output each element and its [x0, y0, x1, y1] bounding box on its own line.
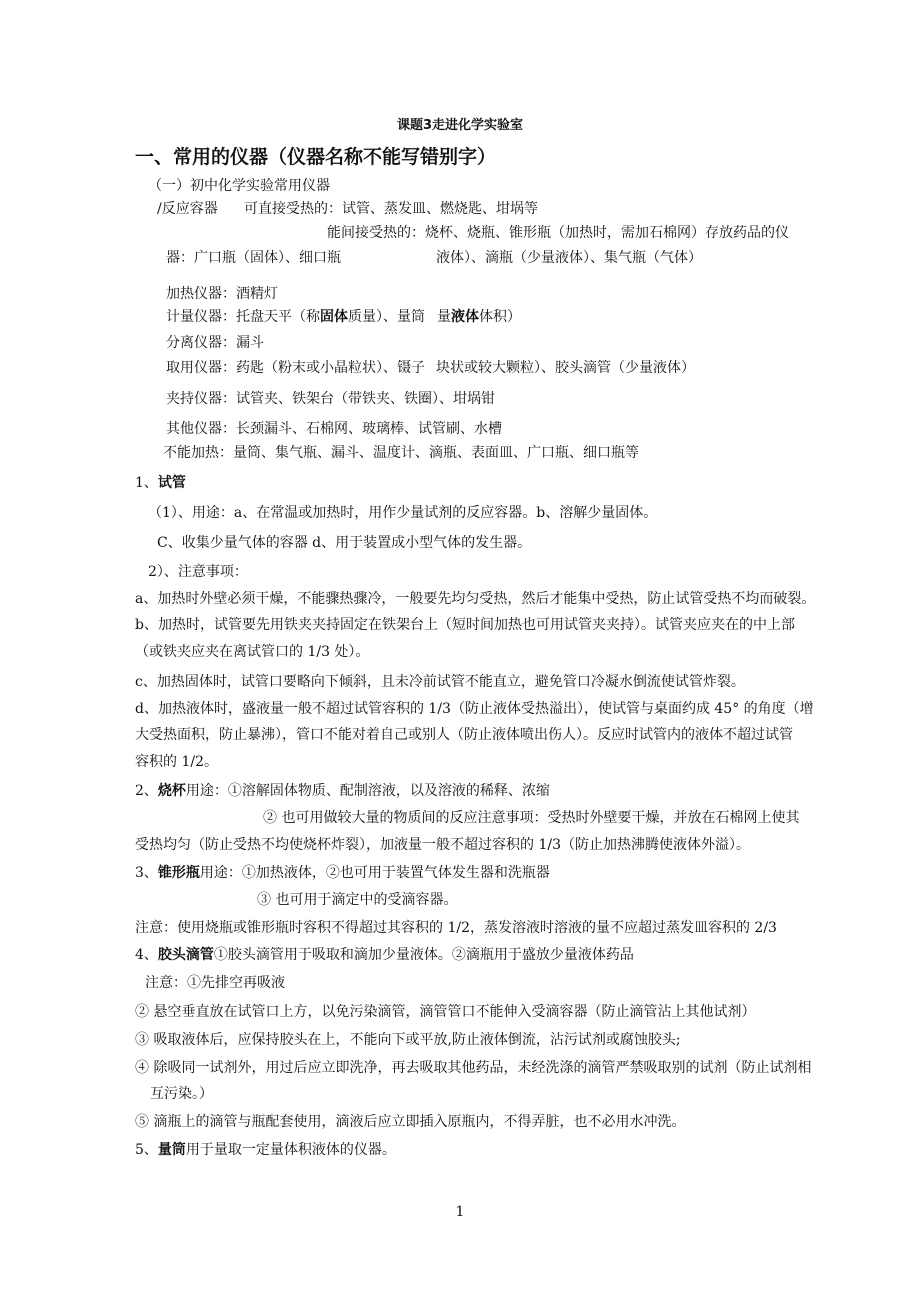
text-segment: a、加热时外壁必须干燥，不能骤热骤冷，一般要先均匀受热，然后才能集中受热，防止试管受热不均而破裂。: [135, 591, 816, 607]
text-segment: 容积的 1/2。: [135, 754, 218, 770]
text-line: [327, 224, 789, 242]
text-line: [135, 616, 795, 634]
text-segment: 互污染。）: [150, 1086, 213, 1102]
bold-term: 固体: [320, 309, 348, 325]
text-line: [157, 200, 218, 218]
text-line: [135, 919, 777, 937]
text-segment: C、收集少量气体的容器 d、用于装置成小型气体的发生器。: [157, 535, 532, 551]
text-segment: 液体）、滴瓶（少量液体）、集气瓶（气体）: [436, 250, 702, 266]
text-segment: 注意：①先排空再吸液: [145, 975, 285, 991]
text-line: [135, 673, 745, 691]
text-line: [135, 782, 550, 800]
bold-term: 液体: [451, 309, 479, 325]
text-segment: /反应容器: [157, 201, 218, 217]
bold-term: 量筒: [157, 1142, 186, 1158]
text-segment: ② 悬空垂直放在试管口上方，以免污染滴管，滴管管口不能伸入受滴容器（防止滴管沾上其他试剂）: [135, 1004, 756, 1020]
text-line: [135, 474, 186, 492]
text-segment: ⑤ 滴瓶上的滴管与瓶配套使用，滴液后应立即插入原瓶内，不得弄脏，也不必用水冲洗。: [135, 1114, 686, 1130]
text-segment: 2、: [135, 783, 158, 799]
text-segment: 夹持仪器：试管夹、铁架台（带铁夹、铁圈）、坩埚钳: [166, 391, 495, 407]
text-line: [135, 1113, 685, 1131]
text-segment: c、加热固体时，试管口要略向下倾斜，且未冷前试管不能直立，避免管口冷凝水倒流使试管炸裂。: [135, 674, 745, 690]
text-line: [166, 285, 278, 303]
text-segment: ③ 吸取液体后，应保持胶头在上，不能向下或平放,防止液体倒流，沾污试剂或腐蚀胶头;: [135, 1032, 681, 1048]
text-segment: 5、: [135, 1142, 158, 1158]
text-line: [135, 1141, 396, 1159]
text-line: [135, 1031, 681, 1049]
section-heading: [135, 145, 496, 169]
text-segment: d、加热液体时，盛液量一般不超过试管容积的 1/3（防止液体受热溢出），使试管与桌面约成 45° 的角度（增: [135, 701, 814, 717]
text-line: [436, 249, 702, 267]
text-segment: 加热仪器：酒精灯: [166, 286, 278, 302]
text-line: [135, 753, 218, 771]
text-segment: 可直接受热的：试管、蒸发皿、燃烧匙、坩埚等: [244, 201, 538, 217]
text-line: [166, 390, 495, 408]
text-segment: 一、常用的仪器（仪器名称不能写错别字）: [135, 146, 497, 168]
bold-term: 烧杯: [157, 783, 186, 799]
text-segment: ①胶头滴管用于吸取和滴加少量液体。②滴瓶用于盛放少量液体药品: [213, 947, 634, 963]
text-segment: 块状或较大颗粒）、胶头滴管（少量液体）: [436, 360, 695, 376]
text-segment: 计量仪器：托盘天平（称: [166, 309, 320, 325]
text-line: [135, 836, 750, 854]
text-segment: ② 也可用做较大量的物质间的反应注意事项：受热时外壁要干燥，并放在石棉网上使其: [263, 810, 800, 826]
text-line: [135, 864, 550, 882]
text-line: [135, 946, 634, 964]
text-line: [437, 308, 521, 326]
text-segment: 大受热面积，防止暴沸），管口不能对着自己或别人（防止液体喷出伤人）。反应时试管内的液体不超过试管: [135, 727, 793, 743]
text-line: [135, 726, 793, 744]
text-segment: 1、: [135, 475, 158, 491]
document-title: 课题3走进化学实验室: [396, 118, 524, 133]
text-line: [135, 590, 815, 608]
text-line: [150, 1085, 213, 1103]
text-line: [145, 974, 285, 992]
bold-term: 胶头滴管: [157, 947, 214, 963]
text-segment: 3、: [135, 865, 158, 881]
text-line: [166, 359, 425, 377]
text-line: [166, 334, 264, 352]
text-segment: 用途：①溶解固体物质、配制溶液，以及溶液的稀释、浓缩: [185, 783, 550, 799]
text-segment: 受热均匀（防止受热不均使烧杯炸裂），加液量一般不超过容积的 1/3（防止加热沸腾使液体外溢）。: [135, 837, 750, 853]
page-number: 1: [455, 1204, 465, 1220]
text-line: [163, 444, 639, 462]
text-line: [263, 809, 799, 827]
text-line: [166, 249, 341, 267]
text-segment: 其他仪器：长颈漏斗、石棉网、玻璃棒、试管刷、水槽: [166, 421, 502, 437]
text-line: [135, 1003, 755, 1021]
text-segment: 用于量取一定量体积液体的仪器。: [185, 1142, 396, 1158]
text-line: [148, 504, 657, 522]
text-line: [148, 563, 248, 581]
text-segment: 用途：①加热液体，②也可用于装置气体发生器和洗瓶器: [199, 865, 550, 881]
text-line: [257, 891, 457, 909]
text-segment: 2）、注意事项：: [148, 564, 248, 580]
bold-term: 试管: [157, 475, 186, 491]
text-segment: 不能加热：量筒、集气瓶、漏斗、温度计、滴瓶、表面皿、广口瓶、细口瓶等: [163, 445, 639, 461]
text-segment: 取用仪器：药匙（粉末或小晶粒状）、镊子: [166, 360, 425, 376]
text-line: [166, 308, 425, 326]
text-segment: ④ 除吸同一试剂外，用过后应立即洗净，再去吸取其他药品，未经洗涤的滴管严禁吸取别的试剂（防止试剂相: [135, 1060, 812, 1076]
text-line: [157, 534, 531, 552]
text-segment: 注意：使用烧瓶或锥形瓶时容积不得超过其容积的 1/2，蒸发溶液时溶液的量不应超过蒸发皿容积的 2/3: [135, 920, 777, 936]
text-line: [166, 420, 502, 438]
text-segment: b、加热时，试管要先用铁夹夹持固定在铁架台上（短时间加热也可用试管夹夹持）。试管夹应夹在的中上部: [135, 617, 795, 633]
bold-term: 锥形瓶: [157, 865, 200, 881]
text-line: [135, 1059, 811, 1077]
text-segment: 量: [437, 309, 451, 325]
text-line: [135, 700, 814, 718]
text-segment: 质量）、量筒: [348, 309, 425, 325]
text-line: [148, 177, 330, 195]
text-line: [436, 359, 695, 377]
text-segment: 器：广口瓶（固体）、细口瓶: [166, 250, 341, 266]
text-line: [135, 643, 369, 661]
text-segment: 分离仪器：漏斗: [166, 335, 264, 351]
text-segment: （1）、用途：a、在常温或加热时，用作少量试剂的反应容器。b、溶解少量固体。: [148, 505, 658, 521]
text-segment: 能间接受热的：烧杯、烧瓶、锥形瓶（加热时，需加石棉网）存放药品的仪: [327, 225, 789, 241]
text-segment: 体积）: [479, 309, 521, 325]
text-segment: 4、: [135, 947, 158, 963]
text-segment: （一）初中化学实验常用仪器: [148, 178, 330, 194]
text-line: [244, 200, 538, 218]
text-segment: ③ 也可用于滴定中的受滴容器。: [257, 892, 458, 908]
text-segment: （或铁夹应夹在离试管口的 1/3 处）。: [135, 644, 370, 660]
